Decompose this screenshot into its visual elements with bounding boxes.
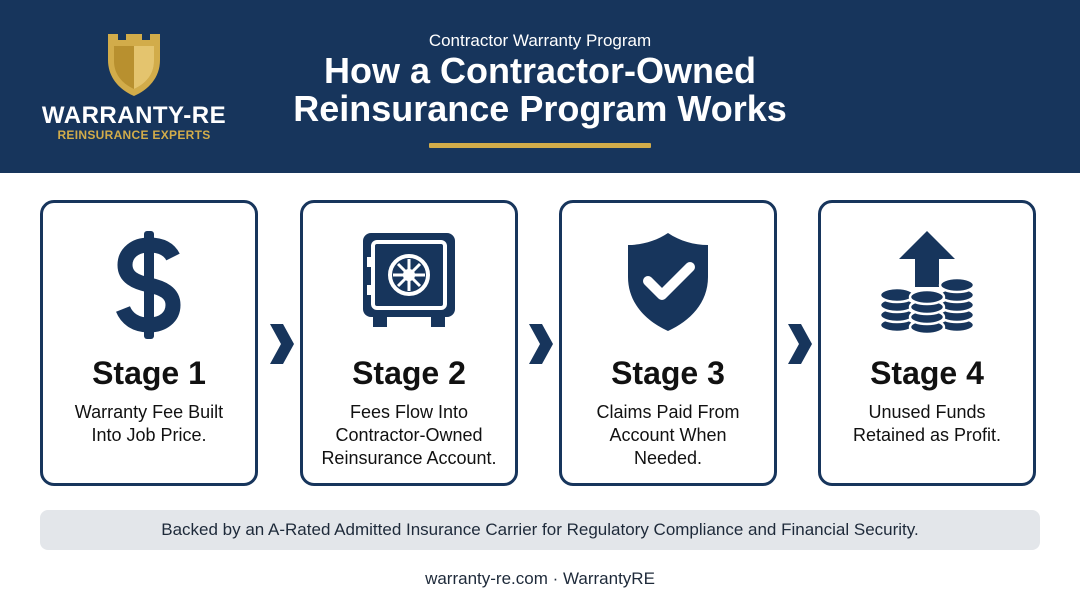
- desc-line: Needed.: [633, 448, 703, 468]
- stage-1-description: [49, 401, 249, 447]
- header-eyebrow: Contractor Warranty Program: [428, 31, 652, 50]
- stage-1-icon-wrap: [43, 229, 255, 345]
- stage-3-icon-wrap: [562, 229, 774, 345]
- desc-line: Unused Funds: [868, 402, 986, 422]
- header-band: [0, 0, 1080, 173]
- page-title: [230, 52, 850, 128]
- stage-card-2: [300, 200, 518, 486]
- desc-line: Reinsurance Account.: [321, 448, 497, 468]
- shield-crown-icon: [102, 30, 166, 98]
- stage-2-label: Stage 2: [352, 355, 466, 391]
- stage-card-4: [818, 200, 1036, 486]
- carrier-banner: Backed by an A-Rated Admitted Insurance Carrier for Regulatory Compliance and Financial Security.: [40, 510, 1040, 550]
- desc-line: Warranty Fee Built: [74, 402, 224, 422]
- shield-check-icon: [622, 229, 714, 333]
- stage-2-description: [309, 401, 509, 470]
- stage-3-description: [568, 401, 768, 470]
- desc-line: Account When: [609, 425, 727, 445]
- title-underline: [429, 143, 651, 148]
- brand-tagline: REINSURANCE EXPERTS: [57, 128, 211, 142]
- title-line-2: Reinsurance Program Works: [293, 88, 787, 129]
- title-line-1: How a Contractor-Owned: [323, 50, 757, 91]
- desc-line: Claims Paid From: [596, 402, 740, 422]
- stage-2-icon-wrap: [303, 229, 515, 345]
- footer-links: warranty-re.com · WarrantyRE: [425, 569, 655, 588]
- chevron-right-icon: [785, 322, 815, 366]
- desc-line: Contractor-Owned: [335, 425, 483, 445]
- chevron-right-icon: [267, 322, 297, 366]
- stage-card-1: [40, 200, 258, 486]
- coins-arrow-up-icon: [877, 229, 977, 335]
- stage-1-label: Stage 1: [92, 355, 206, 391]
- brand-logo: [36, 30, 232, 145]
- safe-icon: [359, 229, 459, 333]
- chevron-right-icon: [526, 322, 556, 366]
- stage-4-description: [827, 401, 1027, 447]
- stage-3-label: Stage 3: [611, 355, 725, 391]
- brand-name: WARRANTY-RE: [41, 102, 227, 129]
- stage-4-icon-wrap: [821, 229, 1033, 345]
- dollar-sign-icon: [109, 229, 189, 341]
- stage-card-3: [559, 200, 777, 486]
- desc-line: Fees Flow Into: [349, 402, 469, 422]
- desc-line: Retained as Profit.: [852, 425, 1002, 445]
- desc-line: Into Job Price.: [91, 425, 207, 445]
- stage-4-label: Stage 4: [870, 355, 984, 391]
